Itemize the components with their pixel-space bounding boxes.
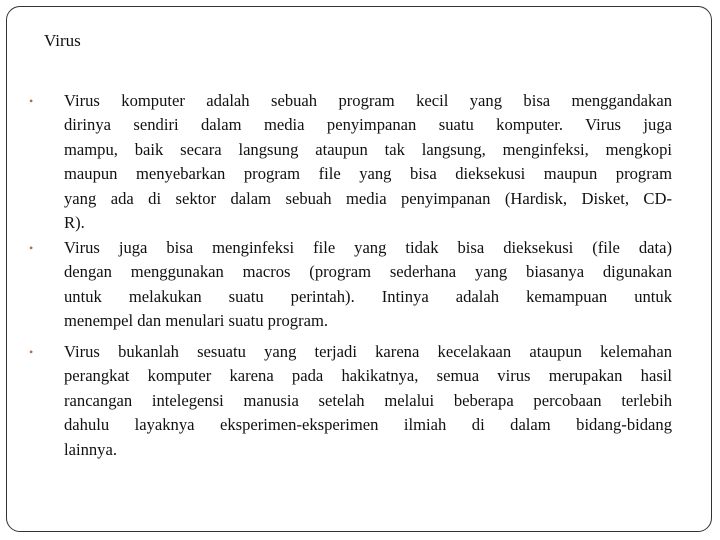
bullet-line: Virus juga bisa menginfeksi file yang tidak bisa dieksekusi (file data) <box>64 238 672 257</box>
bullet-icon: • <box>29 345 34 359</box>
bullet-line: perangkat komputer karena pada hakikatnya, semua virus merupakan hasil <box>64 366 672 386</box>
bullet-item <box>29 236 672 334</box>
bullet-line: dirinya sendiri dalam media penyimpanan suatu komputer. Virus juga <box>64 115 672 135</box>
bullet-line: R). <box>64 212 85 232</box>
bullet-line: Virus bukanlah sesuatu yang terjadi karena kecelakaan ataupun kelemahan <box>64 342 672 361</box>
bullet-icon: • <box>29 94 34 108</box>
bullet-line: Virus komputer adalah sebuah program kecil yang bisa menggandakan <box>64 91 672 110</box>
bullet-line: dengan menggunakan macros (program sederhana yang biasanya digunakan <box>64 262 672 282</box>
bullet-line: mampu, baik secara langsung ataupun tak langsung, menginfeksi, mengkopi <box>64 139 672 159</box>
bullet-line: lainnya. <box>64 439 117 459</box>
bullet-line: yang ada di sektor dalam sebuah media penyimpanan (Hardisk, Disket, CD- <box>64 188 672 208</box>
bullet-line: rancangan intelegensi manusia setelah melalui beberapa percobaan terlebih <box>64 390 672 410</box>
slide-title: Virus <box>44 31 81 50</box>
bullet-item <box>29 340 672 462</box>
bullet-item <box>29 89 672 235</box>
bullet-line: menempel dan menulari suatu program. <box>64 311 329 331</box>
bullet-line: maupun menyebarkan program file yang bisa dieksekusi maupun program <box>64 164 672 184</box>
bullet-icon: • <box>29 241 34 255</box>
bullet-line: untuk melakukan suatu perintah). Intinya adalah kemampuan untuk <box>64 286 672 306</box>
bullet-line: dahulu layaknya eksperimen-eksperimen ilmiah di dalam bidang-bidang <box>64 415 672 435</box>
